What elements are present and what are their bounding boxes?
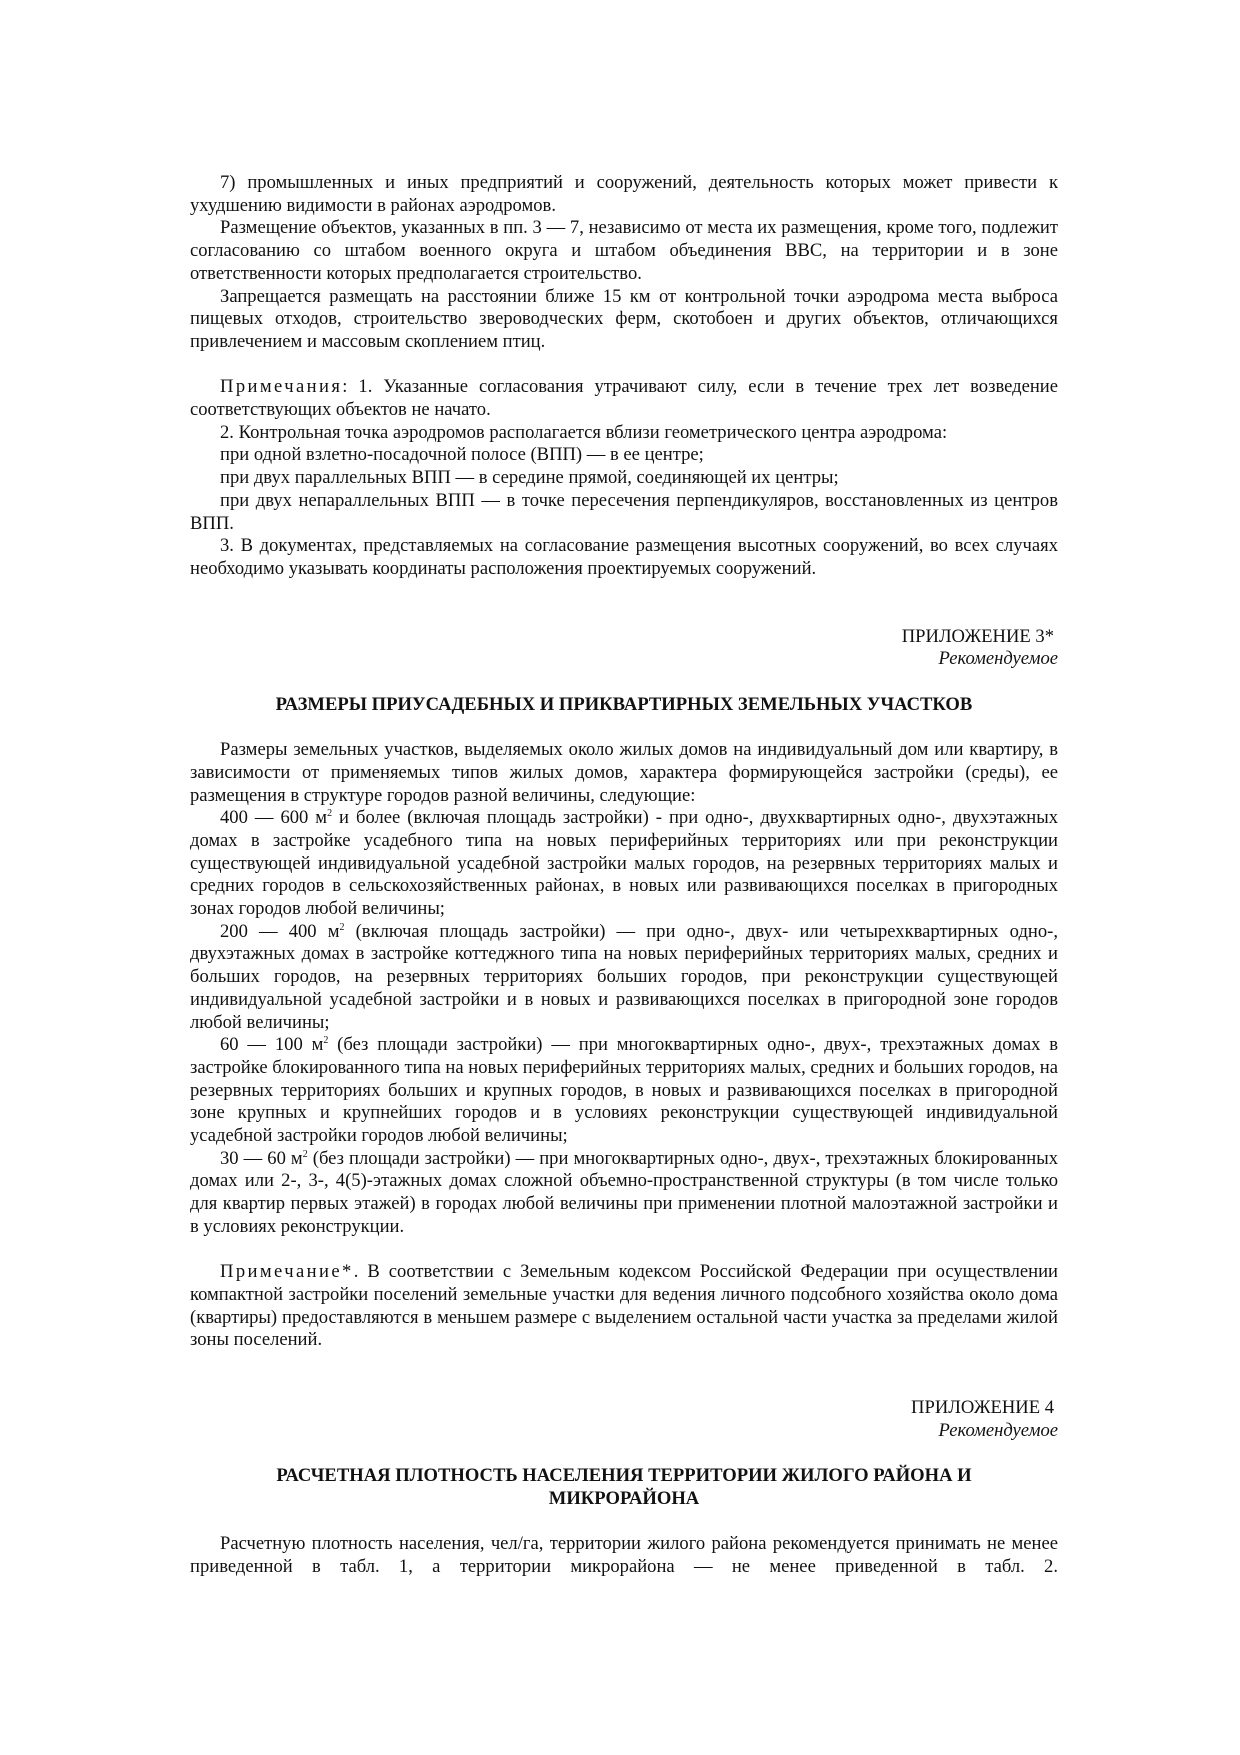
note-label: Примечание* (220, 1261, 354, 1283)
item-7-paragraph: 7) промышленных и иных предприятий и сооружений, деятельность которых может привести к ухудшению видимости в районах аэродромов. (190, 172, 1058, 216)
appendix-3-status: Рекомендуемое (938, 648, 1058, 670)
plot-size-text: (без площади застройки) — при многоквартирных одно-, двух-, трехэтажных домах в застройке блокированного типа на новых периферийных территориях малых, средних и больших городов, на резервных территориях больших и крупных городов, в новых и развивающихся поселках в пригородной зоне крупных и крупнейших городов и в условиях реконструкции существующей индивидуальной усадебной застройки городов любой величины; (190, 1034, 1058, 1147)
spacer (190, 1352, 1058, 1397)
plot-size-text: (без площади застройки) — при многоквартирных одно-, двух-, трехэтажных блокированных домах или 2-, 3-, 4(5)-этажных домах сложной объемно-пространственной структуры (в том числе только для квартир первых этажей) в городах любой величины при применении плотной малоэтажной застройки и в условиях реконструкции. (190, 1147, 1058, 1237)
plot-size-range: 30 — 60 м (220, 1147, 303, 1169)
superscript: 2 (339, 921, 345, 933)
superscript: 2 (302, 1148, 308, 1160)
spacer (190, 1443, 1058, 1466)
plot-size-item (190, 1148, 1058, 1239)
note-2c-paragraph: при двух непараллельных ВПП — в точке пересечения перпендикуляров, восстановленных из центров ВПП. (190, 489, 1058, 534)
spacer (190, 1239, 1058, 1262)
plot-size-text: (включая площадь застройки) — при одно-, двух- или четырехквартирных одно-, двухэтажных домах в застройке коттеджного типа на новых периферийных территориях малых, средних и больших городов, на резервных территориях больших городов, при реконструкции существующей индивидуальной усадебной застройки и в новых и развивающихся поселках в пригородной зоне городов любой величины; (190, 920, 1058, 1033)
appendix-4-title-line-2: МИКРОРАЙОНА (548, 1487, 700, 1509)
appendix-4-label: ПРИЛОЖЕНИЕ 4 (911, 1397, 1054, 1419)
appendix-3-title: РАЗМЕРЫ ПРИУСАДЕБНЫХ И ПРИКВАРТИРНЫХ ЗЕМЕЛЬНЫХ УЧАСТКОВ (275, 693, 973, 715)
placement-paragraph: Размещение объектов, указанных в пп. 3 — 7, независимо от места их размещения, кроме того, подлежит согласованию со штабом военного округа и штабом объединения ВВС, на территории и в зоне ответственности которых предполагается строительство. (190, 217, 1058, 284)
appendix-4-status: Рекомендуемое (938, 1419, 1058, 1441)
spacer (190, 354, 1058, 377)
spacer (190, 716, 1058, 739)
notes-label: Примечания (220, 376, 343, 398)
plot-size-range: 200 — 400 м (220, 920, 340, 942)
spacer (190, 581, 1058, 626)
appendix-4-intro: Расчетную плотность населения, чел/га, территории жилого района рекомендуется принимать не менее приведенной в табл. 1, а территории микрорайона — не менее приведенной в табл. 2. (190, 1533, 1058, 1577)
plot-size-item (190, 1034, 1058, 1148)
appendix-4-title-line-1: РАСЧЕТНАЯ ПЛОТНОСТЬ НАСЕЛЕНИЯ ТЕРРИТОРИИ ЖИЛОГО РАЙОНА И (276, 1465, 972, 1487)
note-text: . В соответствии с Земельным кодексом Российской Федерации при осуществлении компактной застройки поселений земельные участки для ведения личного подсобного хозяйства около дома (квартиры) предоставляются в меньшем размере с выделением остальной части участка за пределами жилой зоны поселений. (190, 1261, 1058, 1351)
plot-size-text: и более (включая площадь застройки) - при одно-, двухквартирных одно-, двухэтажных домах в застройке усадебного типа на новых периферийных территориях или при реконструкции существующей индивидуальной усадебной застройки малых городов, на резервных территориях малых и средних городов в сельскохозяйственных районах, в новых или развивающихся поселках в пригородных зонах городов любой величины; (190, 807, 1058, 920)
document-page (190, 172, 1058, 1579)
note-3-paragraph: 3. В документах, представляемых на согласование размещения высотных сооружений, во всех случаях необходимо указывать координаты расположения проектируемых сооружений. (190, 535, 1058, 579)
spacer (190, 671, 1058, 694)
superscript: 2 (323, 1035, 329, 1047)
spacer (190, 1511, 1058, 1534)
note-1-paragraph (190, 376, 1058, 421)
appendix-3-intro: Размеры земельных участков, выделяемых около жилых домов на индивидуальный дом или квартиру, в зависимости от применяемых типов жилых домов, характера формирующейся застройки (среды), ее размещения в структуре городов разной величины, следующие: (190, 739, 1058, 806)
note-2-paragraph: 2. Контрольная точка аэродромов располагается вблизи геометрического центра аэродрома: (220, 421, 948, 443)
plot-size-item (190, 921, 1058, 1035)
note-1-text: : 1. Указанные согласования утрачивают силу, если в течение трех лет возведение соответствующих объектов не начато. (190, 376, 1058, 421)
appendix-3-note (190, 1261, 1058, 1352)
plot-size-range: 60 — 100 м (220, 1034, 324, 1056)
note-2a-paragraph: при одной взлетно-посадочной полосе (ВПП) — в ее центре; (220, 444, 704, 466)
appendix-3-label: ПРИЛОЖЕНИЕ 3* (901, 625, 1054, 647)
prohibition-paragraph: Запрещается размещать на расстоянии ближе 15 км от контрольной точки аэродрома места выброса пищевых отходов, строительство звероводческих ферм, скотобоен и других объектов, отличающихся привлечением и массовым скоплением птиц. (190, 285, 1058, 352)
plot-size-range: 400 — 600 м (220, 807, 328, 829)
plot-size-item (190, 807, 1058, 921)
note-2b-paragraph: при двух параллельных ВПП — в середине прямой, соединяющей их центры; (220, 467, 839, 489)
superscript: 2 (327, 808, 333, 820)
